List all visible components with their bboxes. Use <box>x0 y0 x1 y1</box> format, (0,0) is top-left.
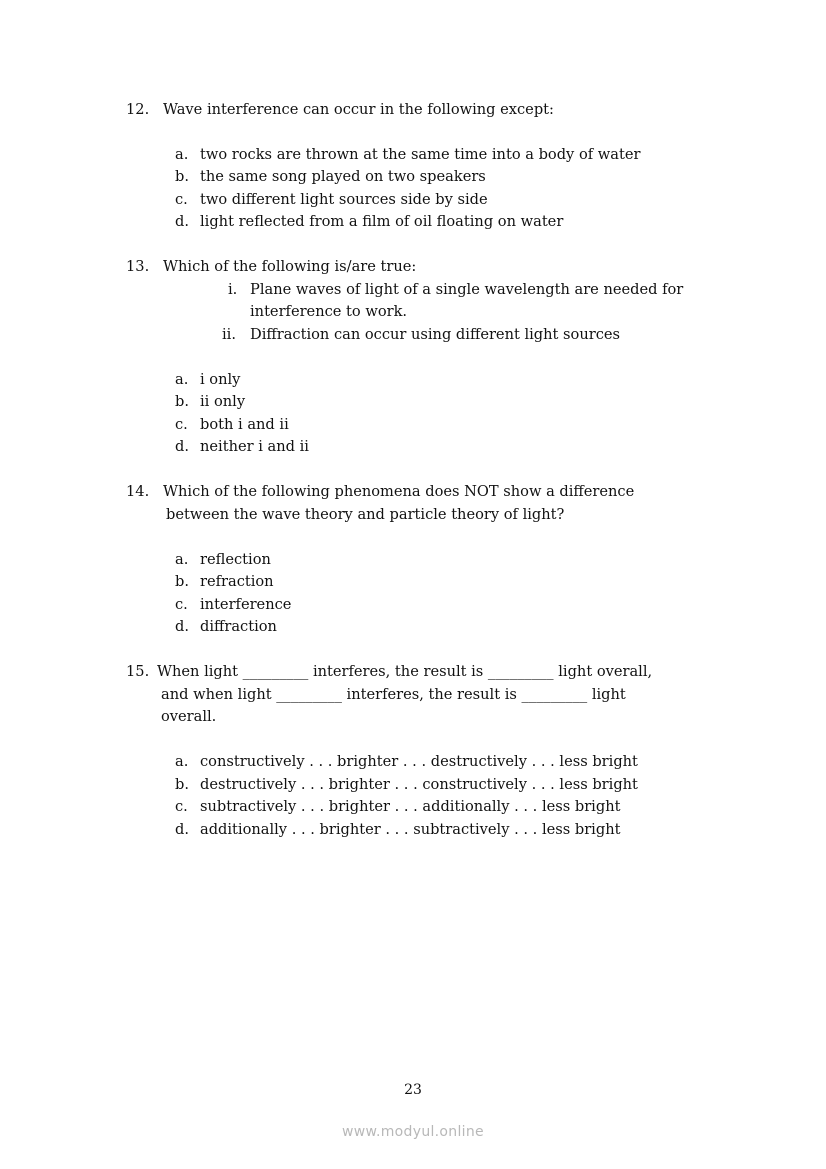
option-text: ii only <box>200 393 246 410</box>
option-letter: b. <box>175 573 189 590</box>
option-text: the same song played on two speakers <box>200 168 486 185</box>
question-number: 14. <box>126 483 150 500</box>
option-text: constructively . . . brighter . . . destructively . . . less bright <box>200 753 638 770</box>
question-number: 13. <box>126 258 150 275</box>
question-number: 12. <box>126 101 150 118</box>
option-letter: c. <box>175 798 188 815</box>
option-text: neither i and ii <box>200 438 309 455</box>
statement-text: interference to work. <box>250 303 408 320</box>
option-text: i only <box>200 371 241 388</box>
option-text: subtractively . . . brighter . . . additionally . . . less bright <box>200 798 621 815</box>
option-text: two rocks are thrown at the same time into a body of water <box>200 146 641 163</box>
question-text: Wave interference can occur in the following except: <box>163 101 554 118</box>
option-letter: b. <box>175 776 189 793</box>
option-letter: d. <box>175 821 189 838</box>
statement-text: Diffraction can occur using different light sources <box>250 326 620 343</box>
option-text: light reflected from a film of oil floating on water <box>200 213 564 230</box>
statement-numeral: i. <box>228 281 238 298</box>
question-text: and when light _________ interferes, the result is _________ light <box>161 686 626 703</box>
option-text: interference <box>200 596 292 613</box>
option-letter: a. <box>175 551 189 568</box>
option-letter: a. <box>175 371 189 388</box>
option-letter: a. <box>175 753 189 770</box>
watermark: www.modyul.online <box>342 1124 484 1140</box>
question-number: 15. <box>126 663 150 680</box>
question-text: between the wave theory and particle theory of light? <box>166 506 565 523</box>
option-letter: d. <box>175 213 189 230</box>
option-letter: b. <box>175 168 189 185</box>
option-text: additionally . . . brighter . . . subtractively . . . less bright <box>200 821 621 838</box>
statement-numeral: ii. <box>222 326 236 343</box>
option-text: reflection <box>200 551 271 568</box>
option-letter: d. <box>175 618 189 635</box>
option-text: destructively . . . brighter . . . constructively . . . less bright <box>200 776 638 793</box>
option-letter: c. <box>175 416 188 433</box>
question-text: Which of the following is/are true: <box>163 258 417 275</box>
option-text: both i and ii <box>200 416 289 433</box>
statement-text: Plane waves of light of a single wavelength are needed for <box>250 281 684 298</box>
option-text: refraction <box>200 573 274 590</box>
option-letter: b. <box>175 393 189 410</box>
option-letter: c. <box>175 596 188 613</box>
option-letter: d. <box>175 438 189 455</box>
option-text: diffraction <box>200 618 277 635</box>
question-text: overall. <box>161 708 217 725</box>
question-text: Which of the following phenomena does NOT show a difference <box>163 483 635 500</box>
option-letter: a. <box>175 146 189 163</box>
question-text: When light _________ interferes, the result is _________ light overall, <box>157 663 653 680</box>
option-text: two different light sources side by side <box>200 191 488 208</box>
page-number: 23 <box>404 1082 422 1098</box>
option-letter: c. <box>175 191 188 208</box>
